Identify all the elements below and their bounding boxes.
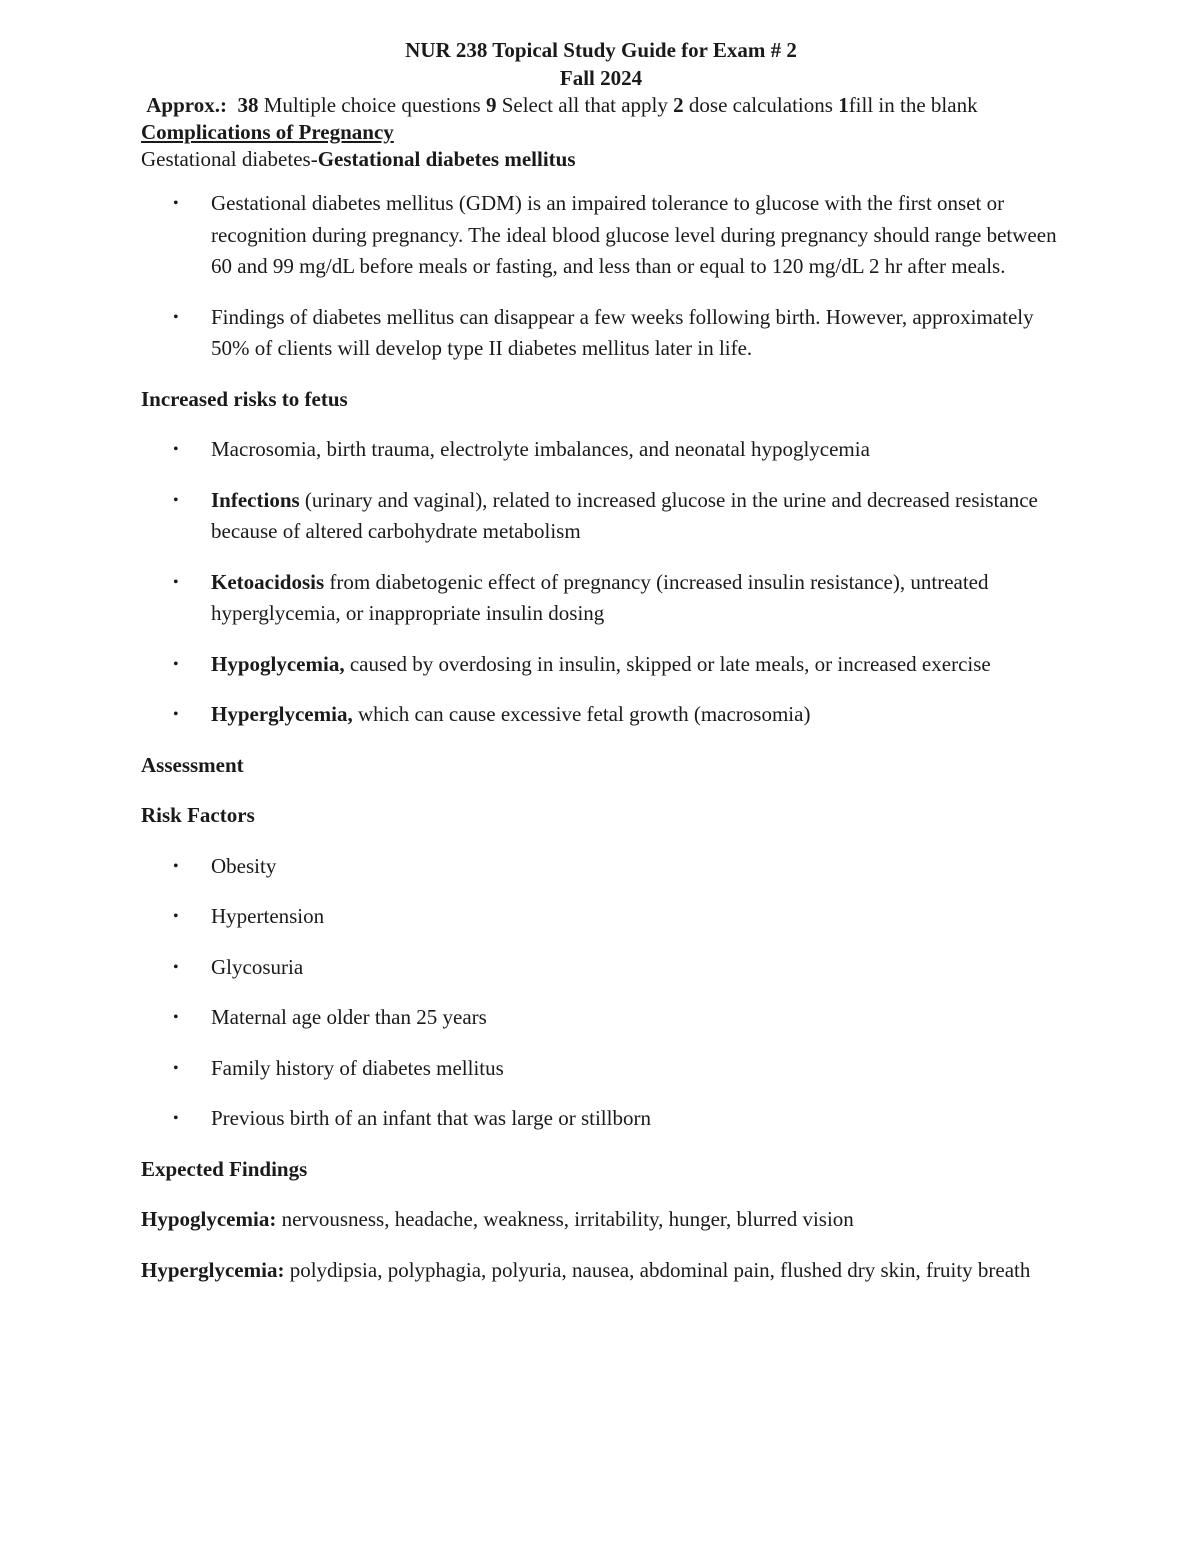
gdm-point-text: Findings of diabetes mellitus can disappear a few weeks following birth. However, approximately 50% of clients will develop type II diabetes mellitus later in life. [211, 304, 1034, 360]
finding-label: Hyperglycemia: [141, 1257, 285, 1282]
bullet-icon: • [173, 958, 179, 976]
list-item [141, 901, 1061, 933]
bullet-icon: • [173, 1059, 179, 1077]
finding-label: Hypoglycemia: [141, 1207, 277, 1231]
list-item [141, 485, 1061, 548]
sata-text: Select all that apply [501, 93, 668, 117]
exam-format-line [141, 92, 1061, 119]
risk-label: Hypoglycemia, [211, 651, 345, 676]
dose-count: 2 [673, 93, 684, 117]
list-item [141, 952, 1061, 984]
fill-count: 1 [838, 93, 849, 117]
section-subheading [141, 146, 1061, 173]
risk-text: Macrosomia, birth trauma, electrolyte imbalances, and neonatal hypoglycemia [211, 437, 870, 461]
document-title [141, 36, 1061, 92]
title-line-2: Fall 2024 [559, 66, 643, 90]
bullet-icon: • [173, 1110, 179, 1127]
risk-factors-list [141, 851, 1061, 1135]
risk-text: caused by overdosing in insulin, skipped or late meals, or increased exercise [344, 651, 991, 676]
bullet-icon: • [173, 655, 179, 673]
list-item [141, 302, 1061, 365]
risk-factor-text: Previous birth of an infant that was large or stillborn [211, 1106, 651, 1130]
list-item [141, 699, 1061, 731]
gdm-point-text: Gestational diabetes mellitus (GDM) is an impaired tolerance to glucose with the first onset or recognition during pregnancy. The ideal blood glucose level during pregnancy should range between 60 and 99 mg/dL before meals or fasting, and less than or equal to 120 mg/dL 2 hr after meals. [211, 191, 1057, 278]
finding-text: nervousness, headache, weakness, irritability, hunger, blurred vision [276, 1207, 854, 1231]
list-item [141, 1002, 1061, 1034]
risk-factor-text: Maternal age older than 25 years [211, 1005, 487, 1029]
bullet-icon: • [173, 908, 179, 925]
risk-label: Hyperglycemia, [211, 702, 353, 726]
risk-label: Infections [211, 487, 300, 512]
bullet-icon: • [173, 491, 179, 509]
list-item [141, 434, 1061, 466]
list-item [141, 851, 1061, 883]
risks-list [141, 434, 1061, 731]
bullet-icon: • [173, 1009, 179, 1026]
mc-count: 38 [237, 93, 259, 117]
risk-label: Ketoacidosis [211, 569, 325, 594]
bullet-icon: • [173, 308, 179, 326]
fill-text: fill in the blank [848, 93, 978, 117]
risk-factor-text: Family history of diabetes mellitus [211, 1055, 504, 1080]
risk-factor-text: Glycosuria [211, 954, 304, 979]
mc-text: Multiple choice questions [263, 93, 481, 117]
finding-hypoglycemia [141, 1204, 1061, 1236]
risk-text: from diabetogenic effect of pregnancy (increased insulin resistance), untreated hyperglycemia, or inappropriate insulin dosing [211, 569, 989, 625]
section-heading: Complications of Pregnancy [141, 120, 394, 144]
title-line-1: NUR 238 Topical Study Guide for Exam # 2 [405, 38, 797, 62]
sata-count: 9 [485, 93, 497, 117]
list-item [141, 1053, 1061, 1085]
bullet-icon: • [173, 706, 179, 723]
subheading-prefix: Gestational diabetes- [141, 147, 318, 171]
bullet-icon: • [173, 195, 179, 212]
finding-hyperglycemia [141, 1255, 1061, 1287]
gdm-points-list [141, 188, 1061, 365]
dose-text: dose calculations [688, 93, 833, 117]
bullet-icon: • [173, 441, 179, 458]
list-item [141, 649, 1061, 681]
list-item [141, 1103, 1061, 1135]
list-item [141, 567, 1061, 630]
risk-factor-text: Obesity [211, 853, 277, 878]
risk-text: (urinary and vaginal), related to increased glucose in the urine and decreased resistance because of altered carbohydrate metabolism [211, 487, 1038, 543]
risk-factor-text: Hypertension [211, 904, 325, 928]
finding-text: polydipsia, polyphagia, polyuria, nausea, abdominal pain, flushed dry skin, fruity breath [284, 1257, 1031, 1282]
assessment-heading: Assessment [141, 752, 244, 777]
list-item [141, 188, 1061, 283]
risk-text: which can cause excessive fetal growth (macrosomia) [352, 702, 811, 726]
bullet-icon: • [173, 857, 179, 875]
bullet-icon: • [173, 573, 179, 591]
risk-factors-heading: Risk Factors [141, 803, 255, 827]
approx-label: Approx.: [146, 93, 227, 117]
subheading-bold: Gestational diabetes mellitus [317, 147, 576, 171]
document-page [141, 36, 1061, 1286]
risks-heading: Increased risks to fetus [141, 386, 348, 411]
findings-heading: Expected Findings [141, 1156, 308, 1181]
